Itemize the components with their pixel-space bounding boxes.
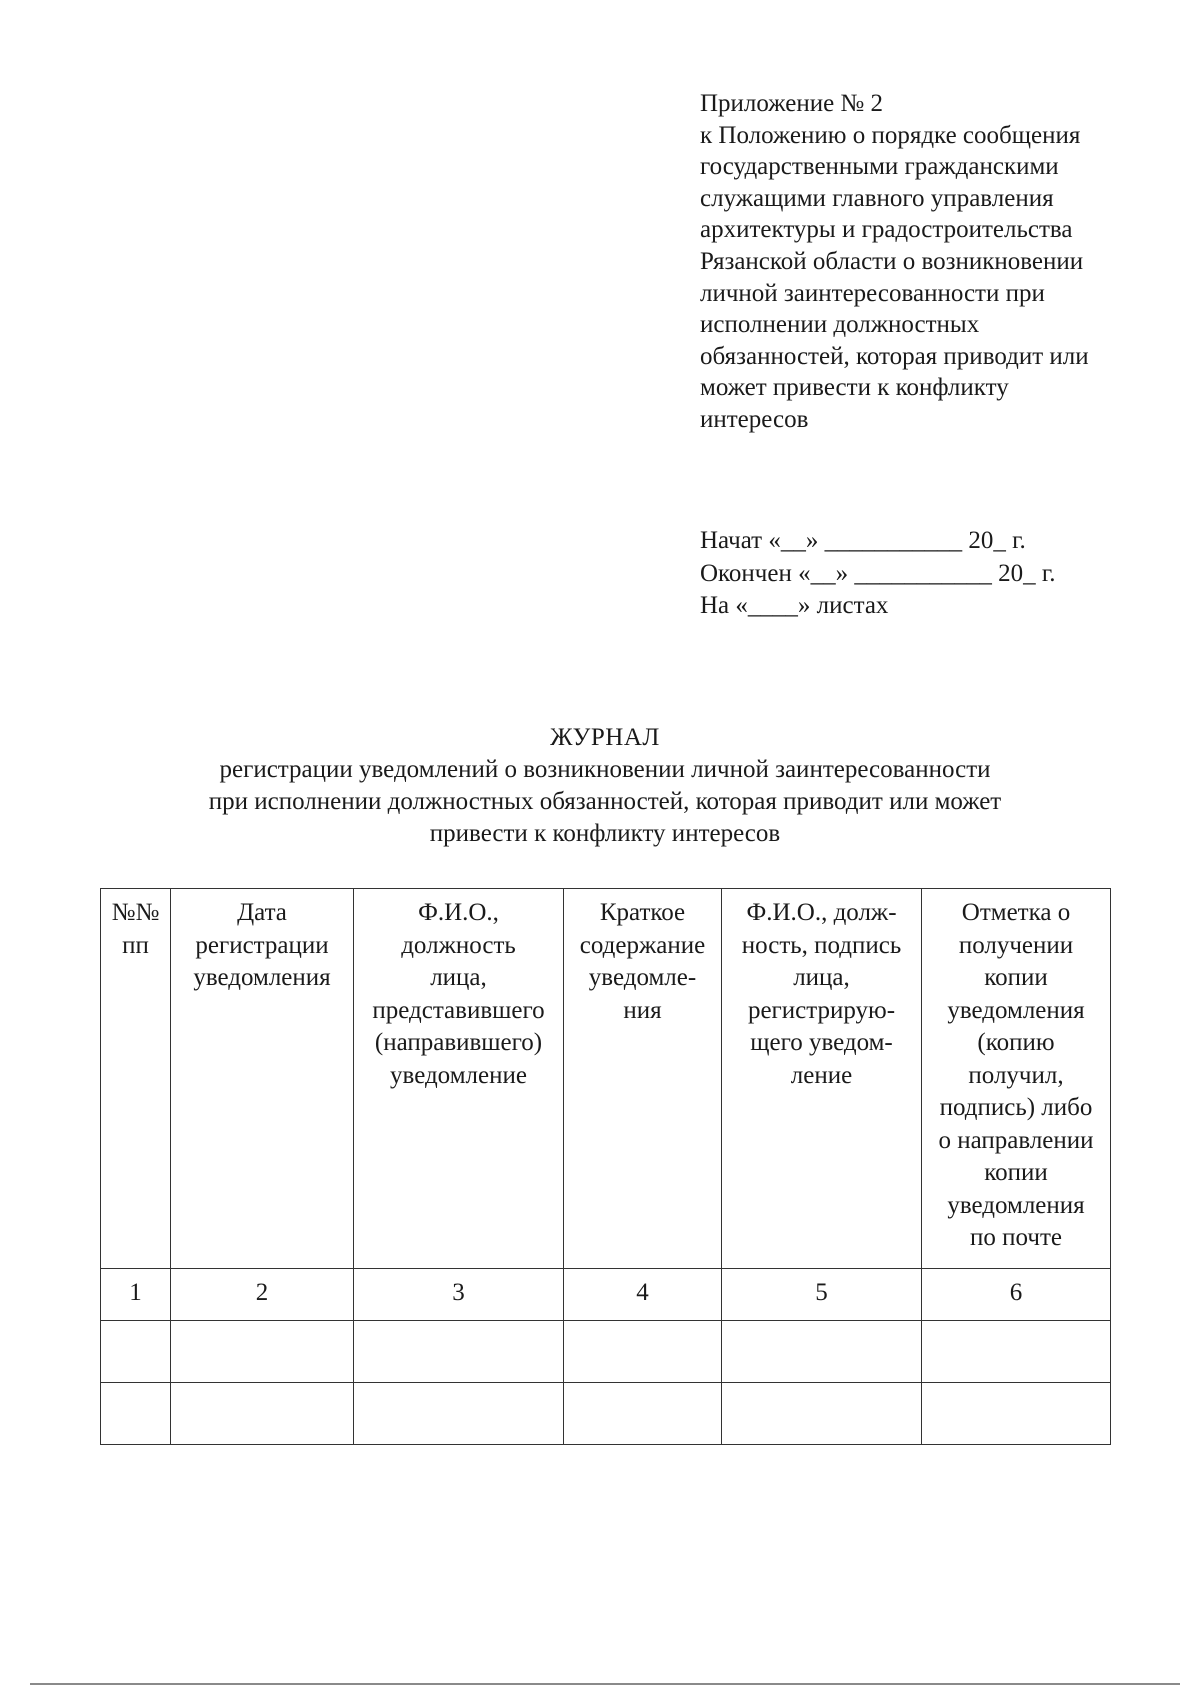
column-number-cell: 2	[171, 1269, 354, 1321]
column-header-line: щего уведом-	[750, 1029, 893, 1056]
appendix-line: к Положению о порядке сообщения	[700, 121, 1081, 149]
empty-cell	[101, 1321, 171, 1383]
column-number-cell: 5	[722, 1269, 922, 1321]
column-header-summary	[564, 889, 722, 1269]
journal-meta	[700, 525, 1170, 623]
column-header-line: копии	[984, 964, 1048, 991]
empty-cell	[171, 1321, 354, 1383]
column-header-line: подпись) либо	[939, 1094, 1093, 1121]
column-header-registration-date	[171, 889, 354, 1269]
empty-cell	[354, 1321, 564, 1383]
empty-cell	[922, 1321, 1111, 1383]
empty-cell	[101, 1383, 171, 1445]
register-table	[100, 888, 1111, 1445]
column-header-line: регистрирую-	[747, 996, 896, 1024]
empty-cell	[564, 1321, 722, 1383]
appendix-line: интересов	[700, 405, 809, 433]
column-header-line: ния	[623, 996, 662, 1024]
journal-title	[100, 722, 1110, 850]
column-header-line: получил,	[968, 1061, 1064, 1089]
column-header-line: Ф.И.О., долж-	[746, 899, 897, 926]
table-header-row	[101, 889, 1111, 1269]
journal-subtitle-line: привести к конфликту интересов	[429, 820, 781, 847]
finished-date-line: Окончен «__» ___________ 20_ г.	[700, 559, 1056, 587]
empty-cell	[922, 1383, 1111, 1445]
column-header-line: о направлении	[938, 1126, 1094, 1154]
column-header-line: ность, подпись	[741, 931, 902, 959]
empty-cell	[564, 1383, 722, 1445]
column-numbers-row	[101, 1269, 1111, 1321]
column-header-submitter	[354, 889, 564, 1269]
column-header-line: содержание	[579, 931, 706, 959]
column-header-line: ление	[790, 1061, 853, 1089]
empty-cell	[354, 1383, 564, 1445]
appendix-line: архитектуры и градостроительства	[700, 216, 1073, 244]
table-row-empty	[101, 1321, 1111, 1383]
column-header-line: уведомле-	[588, 964, 697, 991]
appendix-line: исполнении должностных	[700, 311, 980, 339]
table-row-empty	[101, 1383, 1111, 1445]
journal-subtitle-line: регистрации уведомлений о возникновении личной заинтересованности	[219, 756, 991, 783]
column-header-line: Дата	[237, 899, 287, 926]
column-number-cell: 6	[922, 1269, 1111, 1321]
sheets-count-line: На «____» листах	[700, 592, 889, 619]
empty-cell	[722, 1321, 922, 1383]
column-number-cell: 4	[564, 1269, 722, 1321]
appendix-block	[700, 88, 1170, 436]
started-date-line: Начат «__» ___________ 20_ г.	[700, 527, 1026, 554]
column-header-line: (копию	[977, 1029, 1055, 1056]
appendix-line: служащими главного управления	[700, 184, 1054, 212]
column-header-line: Отметка о	[961, 899, 1071, 926]
journal-heading: ЖУРНАЛ	[550, 724, 660, 751]
column-header-line: лица,	[430, 964, 487, 991]
appendix-line: личной заинтересованности при	[700, 279, 1045, 307]
column-header-line: Ф.И.О.,	[418, 899, 499, 926]
column-header-line: копии	[984, 1159, 1048, 1186]
column-header-line: представившего	[372, 996, 545, 1024]
column-header-line: регистрации	[195, 931, 329, 959]
appendix-line: может привести к конфликту	[700, 374, 1009, 402]
page-bottom-rule	[30, 1683, 1180, 1685]
empty-cell	[171, 1383, 354, 1445]
column-header-line: должность	[401, 931, 516, 959]
column-header-line: по почте	[970, 1224, 1062, 1251]
column-header-line: Краткое	[599, 899, 686, 926]
column-header-line: №№	[111, 899, 160, 926]
column-header-line: уведомления	[193, 964, 331, 991]
column-number-cell: 1	[101, 1269, 171, 1321]
column-header-copy-mark	[922, 889, 1111, 1269]
column-header-line: получении	[958, 931, 1074, 959]
column-header-line: уведомление	[390, 1061, 527, 1089]
empty-cell	[722, 1383, 922, 1445]
appendix-line: Приложение № 2	[700, 90, 884, 117]
appendix-line: обязанностей, которая приводит или	[700, 342, 1089, 370]
appendix-line: Рязанской области о возникновении	[700, 247, 1084, 275]
column-header-line: пп	[122, 931, 149, 959]
column-header-number	[101, 889, 171, 1269]
appendix-line: государственными гражданскими	[700, 153, 1059, 181]
column-header-line: лица,	[793, 964, 850, 991]
column-header-line: уведомления	[947, 996, 1085, 1024]
column-header-line: уведомления	[947, 1191, 1085, 1219]
column-header-line: (направившего)	[374, 1029, 543, 1056]
journal-subtitle-line: при исполнении должностных обязанностей, которая приводит или может	[208, 788, 1002, 815]
column-number-cell: 3	[354, 1269, 564, 1321]
column-header-registrar	[722, 889, 922, 1269]
